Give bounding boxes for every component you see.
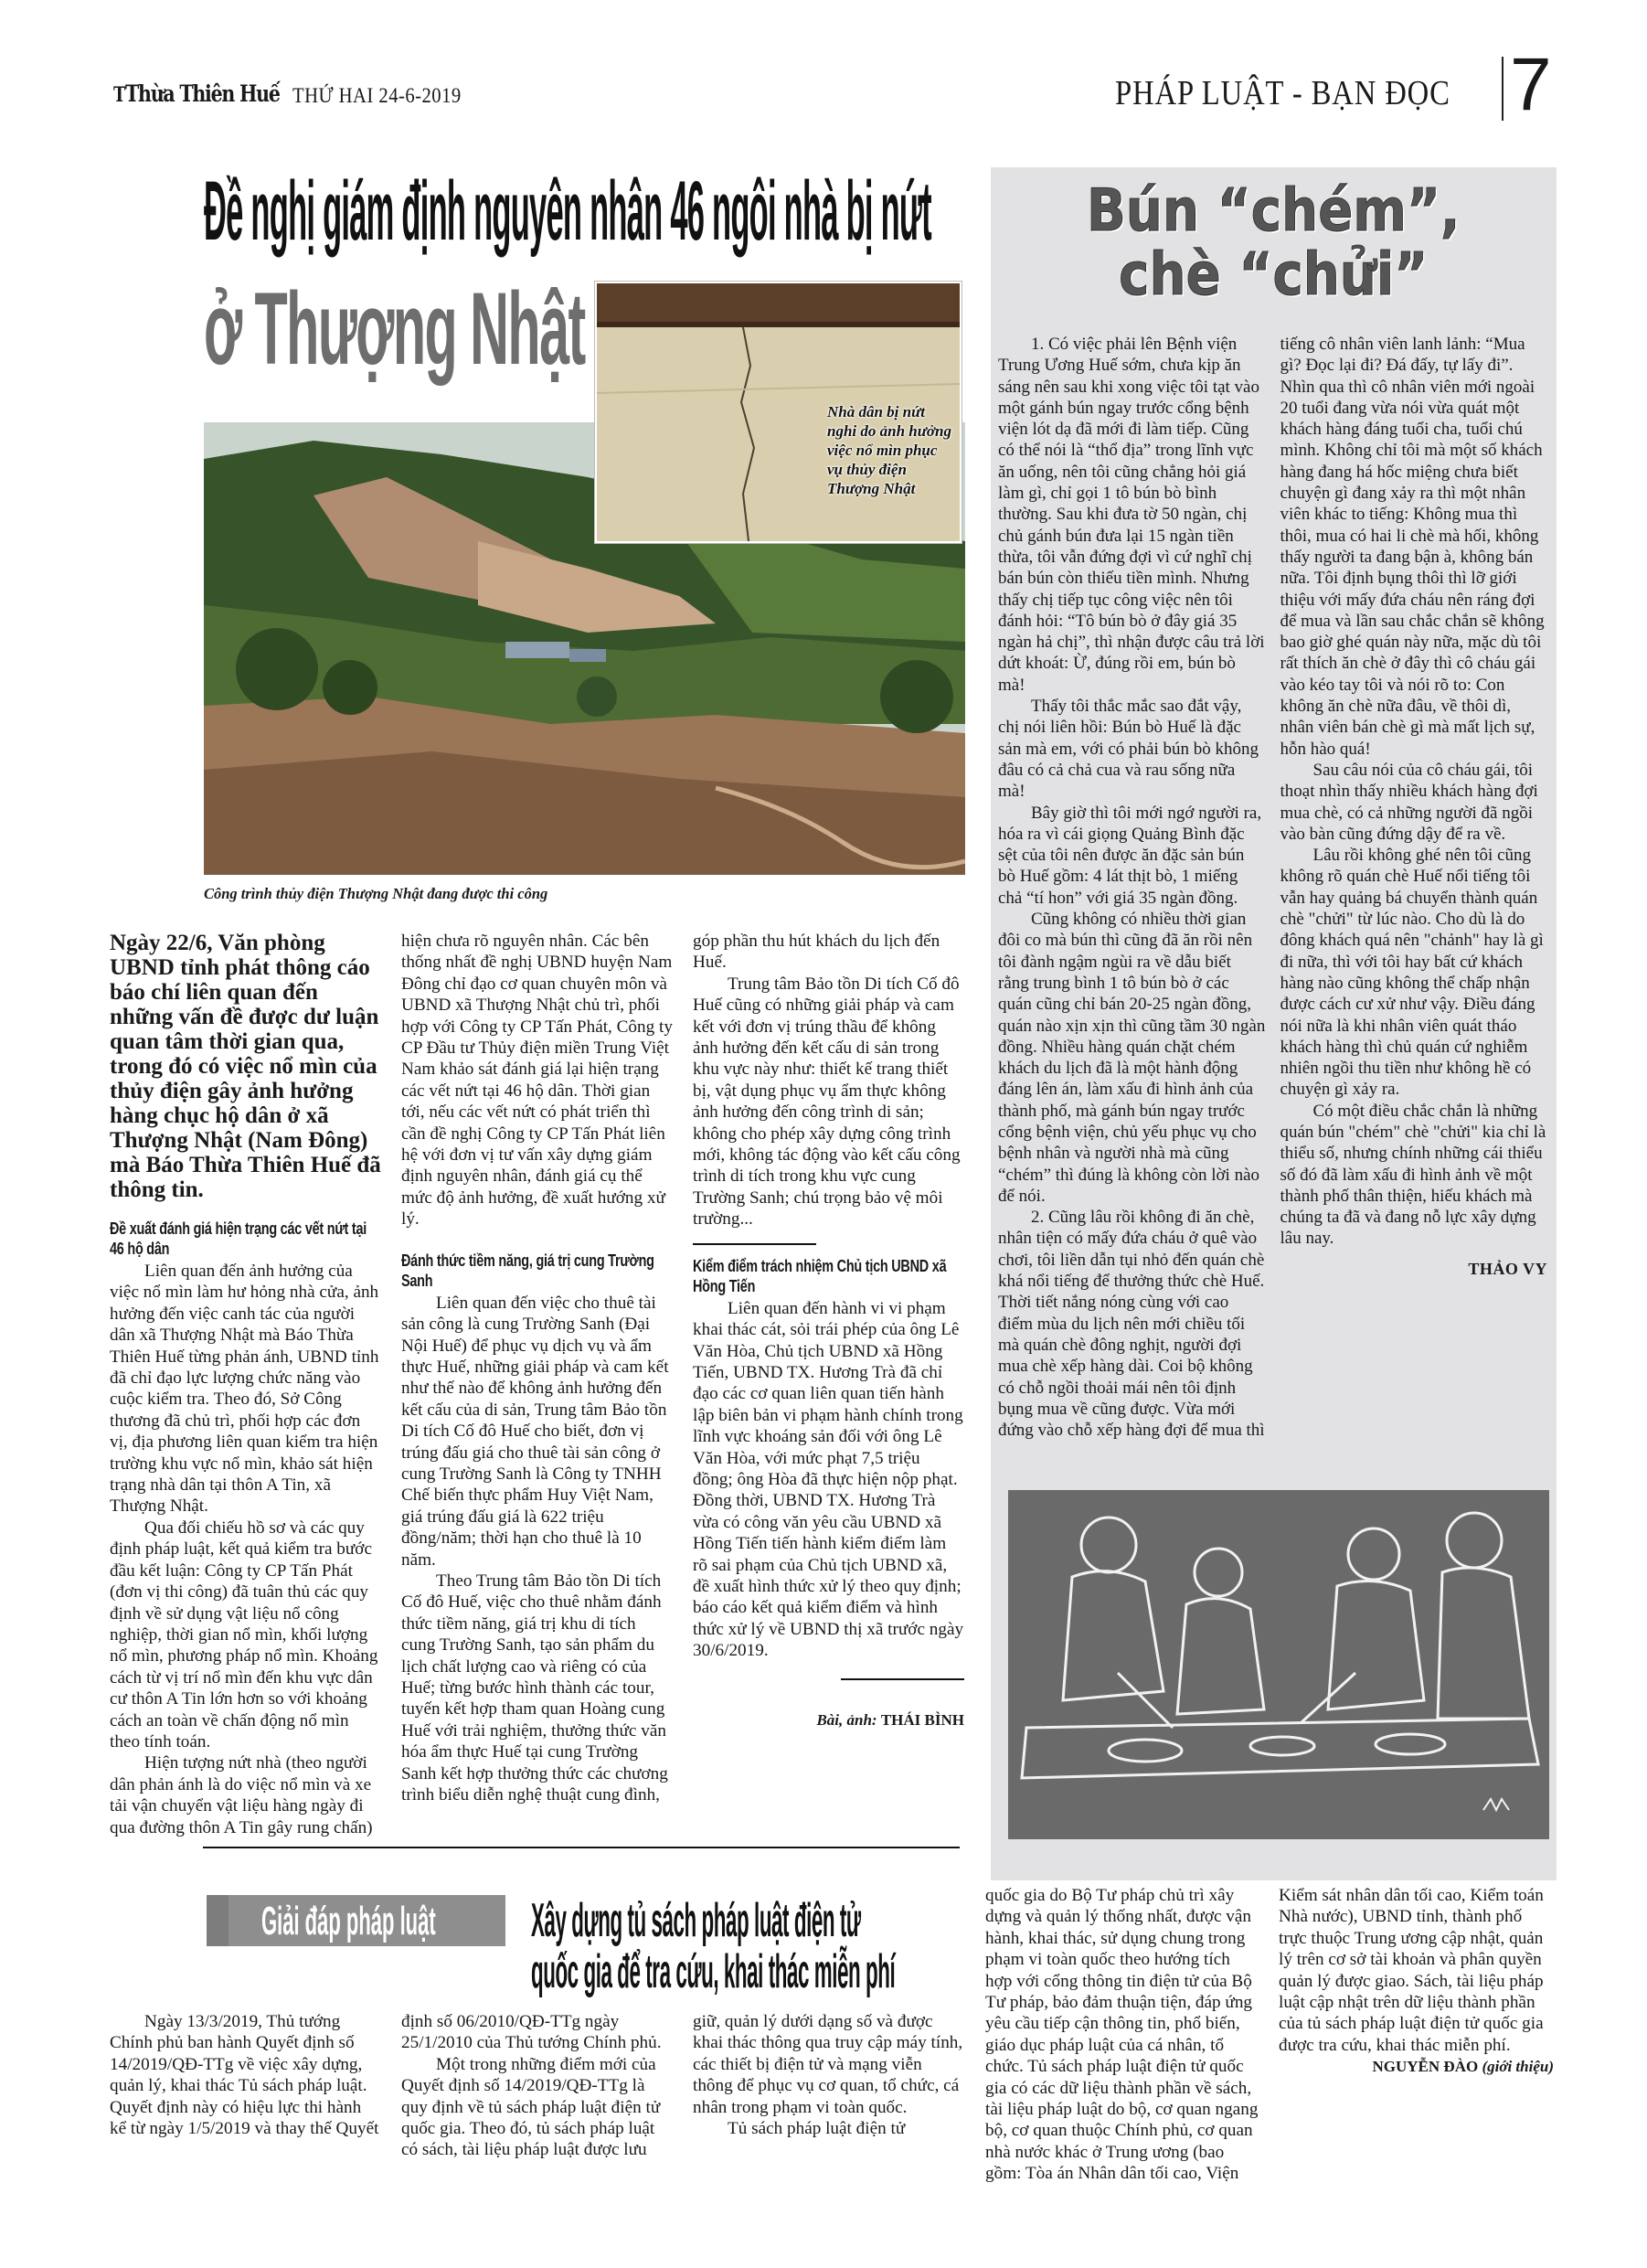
article-lead: Ngày 22/6, Văn phòng UBND tỉnh phát thông cáo báo chí liên quan đến những vấn đề được dư luận quan tâm thời gian qua, trong đó có việc nổ mìn của thủy điện gây ảnh hưởng hàng chục hộ dân ở xã Thượng Nhật (Nam Đông) mà Báo Thừa Thiên Huế đã thông tin. <box>110 931 381 1202</box>
subhead-text: Đề xuất đánh giá hiện trạng các vết nứt tại 46 hộ dân <box>110 1219 367 1258</box>
byline-author: NGUYỄN ĐÀO <box>1372 2058 1479 2076</box>
main-article-body <box>110 931 964 1840</box>
sidebar-byline: THẢO VY <box>1468 1259 1547 1278</box>
sidebar-paragraph: 1. Có việc phải lên Bệnh viện Trung Ương Huế sớm, chưa kịp ăn sáng nên sau khi xong việc tôi tạt vào một gánh bún ngay trước cổng bệnh viện lót dạ đã mới đi làm tiếp. Cũng có thể nói là “thổ địa” trong lĩnh vực ăn uống, nên tôi cũng chẳng hỏi giá làm gì, chỉ gọi 1 tô bún bò bình thường. Sau khi đưa tờ 50 ngàn, chị chủ gánh bún đưa lại 15 ngàn tiền thừa, tôi vẫn đứng đợi vì cứ nghĩ chị bán bún còn thiếu tiền mình. Nhưng thấy chị tiếp tục công việc nên tôi đánh hỏi: “Tô bún bò ở đây giá 35 ngàn hả chị”, thì nhận được câu trả lời dứt khoát: Ừ, đúng rồi em, bún bò mà! <box>998 335 1265 695</box>
header-divider <box>1502 57 1504 121</box>
section-title: PHÁP LUẬT - BẠN ĐỌC <box>1115 74 1450 112</box>
article-subhead <box>110 1219 381 1259</box>
article-paragraph: Tủ sách pháp luật điện tử <box>728 2119 906 2139</box>
bottom-byline <box>1279 2056 1554 2077</box>
article-paragraph: Qua đối chiếu hồ sơ và các quy định pháp luật, kết quả kiểm tra bước đầu kết luận: Công ty CP Tấn Phát (đơn vị thi công) đã tuân thủ các quy định về sử dụng vật liệu nổ công nghiệp, thời gian nổ mìn, khối lượng nổ mìn, phương pháp nổ mìn. Khoảng cách từ vị trí nổ mìn đến khu vực dân cư thôn A Tin lớn hơn so với khoảng cách an toàn về chấn động nổ mìn theo tính toán. <box>110 1517 378 1752</box>
sidebar-paragraph: Thấy tôi thắc mắc sao đắt vậy, chị nói liên hồi: Bún bò Huế là đặc sản mà em, với có phải bún bò không đâu có cả chả cua và rau sống nữa mà! <box>998 697 1259 802</box>
sidebar-paragraph: Sau câu nói của cô cháu gái, tôi thoạt nhìn thấy nhiều khách hàng đợi mua chè, có cả những người đã ngồi vào bàn cũng đứng dậy để ra về. <box>1280 760 1538 844</box>
article-paragraph: Liên quan đến việc cho thuê tài sản công là cung Trường Sanh (Đại Nội Huế) để phục vụ dịch vụ và ẩm thực Huế, những giải pháp và cam kết như thế nào để không ảnh hưởng đến kết cấu của di sản, Trung tâm Bảo tồn Di tích Cố đô Huế cho biết, đơn vị trúng đấu giá cho thuê tài sản công ở cung Trường Sanh là Công ty TNHH Chế biến thực phẩm Huy Việt Nam, giá trúng đấu giá là 622 triệu đồng/năm; thời hạn cho thuê là 10 năm. <box>401 1293 669 1570</box>
article-divider <box>203 1847 960 1848</box>
main-headline-line-1: Đề nghị giám định nguyên nhân 46 ngôi nhà bị nứt <box>204 165 931 258</box>
sidebar-paragraph: Cũng không có nhiều thời gian đôi co mà bún thì cũng đã ăn rồi nên tôi đành ngậm ngùi ra về dẫu biết rằng trung bình 1 tô bún bò ở các quán cũng chỉ bán 20-25 ngàn đồng, quán nào xịn xịn thì cũng tầm 30 ngàn đồng. Nhiều hàng quán chặt chém khách du lịch đã là một hành động đáng lên án, làm xấu đi hình ảnh của thành phố, mà gánh bún ngay trước cổng bệnh viện, chủ yếu phục vụ cho bệnh nhân và người nhà mà cũng “chém” thì đúng là không còn lời nào để nói. <box>998 910 1266 1206</box>
bottom-headline-line: Xây dựng tủ sách pháp luật điện tử <box>531 1894 861 1947</box>
bottom-headline-line: quốc gia để tra cứu, khai thác miễn phí <box>531 1945 896 1998</box>
subhead-text: Kiểm điểm trách nhiệm Chủ tịch UBND xã Hồng Tiến <box>693 1255 947 1295</box>
newspaper-logo <box>113 80 280 107</box>
rubric-label: Giải đáp pháp luật <box>261 1899 436 1943</box>
byline-rule <box>841 1678 964 1680</box>
sidebar-paragraph: Có một điều chắc chắn là những quán bún "chém" chè "chửi" kia chỉ là thiểu số, nhưng chính những cái thiểu số đó đã làm xấu đi hình ảnh về một thành phố thân thiện, hiếu khách mà chúng ta đã và đang nỗ lực xây dựng lâu nay. <box>1280 1101 1546 1249</box>
food-stall-illustration <box>1008 1490 1549 1839</box>
article-paragraph: Liên quan đến hành vi vi phạm khai thác cát, sỏi trái phép của ông Lê Văn Hòa, Chủ tịch UBND xã Hồng Tiến, UBND TX. Hương Trà đã chỉ đạo các cơ quan liên quan tiến hành lập biên bản vi phạm hành chính trong lĩnh vực khoáng sản đối với ông Lê Văn Hòa, với mức phạt 7,5 triệu đồng; ông Hòa đã thực hiện nộp phạt. Đồng thời, UBND TX. Hương Trà vừa có công văn yêu cầu UBND xã Hồng Tiến tiến hành kiểm điểm làm rõ sai phạm của Chủ tịch UBND xã, đề xuất hình thức xử lý theo quy định; báo cáo kết quả kiểm điểm và hình thức xử lý về UBND thị xã trước ngày 30/6/2019. <box>693 1298 964 1661</box>
page-number: 7 <box>1510 43 1552 126</box>
article-byline <box>693 1669 964 1731</box>
article-paragraph: Liên quan đến ảnh hưởng của việc nổ mìn làm hư hỏng nhà cửa, ảnh hưởng đến việc canh tác của người dân xã Thượng Nhật mà Báo Thừa Thiên Huế từng phản ánh, UBND tỉnh đã chỉ đạo lực lượng chức năng vào cuộc kiểm tra. Theo đó, Sở Công thương đã chủ trì, phối hợp các đơn vị, địa phương liên quan kiểm tra hiện trường khu vực nổ mìn, khảo sát hiện trạng nhà dân tại thôn A Tin, xã Thượng Nhật. <box>110 1262 379 1517</box>
article-paragraph: quốc gia do Bộ Tư pháp chủ trì xây dựng và quản lý thống nhất, được vận hành, khai thác, sử dụng chung trong phạm vi toàn quốc theo hướng tích hợp với cổng thông tin điện tử của Bộ Tư pháp, bảo đảm thuận tiện, đáp ứng yêu cầu tiếp cận thông tin, phổ biến, giáo dục pháp luật của cá nhân, tổ chức. Tủ sách pháp luật điện tử quốc gia có các dữ liệu thành phần về sách, tài liệu pháp luật do bộ, cơ quan ngang bộ, cơ quan thuộc Chính phủ, cơ quan nhà nước khác ở Trung ương (bao gồm: Tòa án Nhân dân tối cao, Viện Kiểm sát nhân dân tối cao, Kiểm toán Nhà nước), UBND tỉnh, thành phố trực thuộc Trung ương cập nhật, quản lý trên cơ sở tài khoản và phân quyền quản lý được giao. Sách, tài liệu pháp luật cập nhật trên dữ liệu thành phần của tủ sách pháp luật điện tử quốc gia được tra cứu, khai thác miễn phí. <box>985 1886 1544 2184</box>
sidebar-paragraph: Bây giờ thì tôi mới ngớ người ra, hóa ra vì cái giọng Quảng Bình đặc sệt của tôi nên được ăn đặc sản bún bò Huế gồm: 4 lát thịt bò, 1 miếng chả “tí hon” với giá 35 ngàn đồng. <box>998 803 1262 908</box>
byline-note: (giới thiệu) <box>1482 2058 1554 2076</box>
sidebar-title-line: Bún “chém”, <box>1087 177 1461 245</box>
bottom-article-body <box>110 2011 964 2180</box>
sidebar-paragraph: 2. Cũng lâu rồi không đi ăn chè, nhân tiện có mấy đứa cháu ở quê vào chơi, tôi liền dẫn tụi nhỏ đến quán chè khá nổi tiếng để thưởng thức chè Huế. Thời tiết nắng nóng cùng với cao điểm mùa du lịch nên mới chiều tối mà quán chè đông nghịt, người đợi mua chè xếp hàng dài. Coi bộ không có chỗ ngồi thoải mái nên tôi định bụng mua về cũng được. Vừa mới đứng vào chỗ xếp hàng đợi để mua thì tiếng cô nhân viên lanh lảnh: “Mua gì? Đọc lại đi? Đá đấy, tự lấy đi”. Nhìn qua thì cô nhân viên mới ngoài 20 tuổi đang vừa nói vừa quát một khách hàng đáng tuổi cha, tuổi chú mình. Không chỉ tôi mà một số khách hàng đang há hốc miệng chưa biết chuyện gì đang xảy ra thì một nhân viên khác to tiếng: Không mua thì thôi, mua có hai li chè mà hối, không thấy người ta đang bận à, không bán nữa. Tôi định bụng thôi thì lỡ giới thiệu với mấy đứa cháu nên ráng đợi để mua và lần sau chắc chắn sẽ không bao giờ ghé quán này nữa, mặc dù tôi rất thích ăn chè ở đây thì cô cháu gái vào kéo tay tôi và nói rõ to: Con không ăn chè nữa đâu, về thôi dì, nhân viên bán chè gì mà mất lịch sự, hỗn hào quá! <box>998 335 1545 1441</box>
issue-date: THỨ HAI 24-6-2019 <box>292 84 462 107</box>
subhead-text: Đánh thức tiềm năng, giá trị cung Trường Sanh <box>401 1250 654 1290</box>
byline-author: THÁI BÌNH <box>880 1711 964 1729</box>
bottom-article-continued <box>985 1885 1554 2187</box>
logo-text: Thừa Thiên Huế <box>125 80 280 107</box>
sidebar-title-line: chè “chửi” <box>1119 241 1429 309</box>
main-headline-line-2: ở Thượng Nhật <box>204 272 585 386</box>
sidebar-body <box>998 334 1547 1444</box>
article-paragraph: Ngày 13/3/2019, Thủ tướng Chính phủ ban hành Quyết định số 14/2019/QĐ-TTg về việc xây dựng, quản lý, khai thác Tủ sách pháp luật. Quyết định này có hiệu lực thi hành kể từ ngày 1/5/2019 và thay thế Quyết định số 06/2010/QĐ-TTg ngày 25/1/2010 của Thủ tướng Chính phủ. <box>110 2012 662 2139</box>
photo-caption: Công trình thủy điện Thượng Nhật đang được thi công <box>204 885 548 902</box>
inset-photo-caption: Nhà dân bị nứt nghi do ảnh hưởng việc nổ mìn phục vụ thủy điện Thượng Nhật <box>827 403 952 497</box>
rubric-strip <box>207 1895 228 1946</box>
sidebar-paragraph: Lâu rồi không ghé nên tôi cũng không rõ quán chè Huế nổi tiếng tôi vẫn hay quảng bá chuyển thành quán chè "chửi" từ lúc nào. Cho dù là do đông khách quá nên "chảnh" hay là gì đi nữa, thì với tôi hay bất cứ khách hàng nào cũng không thể chấp nhận được cách cư xử như vậy. Điều đáng nói nữa là khi nhân viên quát tháo khách hàng thì chủ quán cứ nghiễm nhiên ngồi thu tiền như không hề có chuyện gì xảy ra. <box>1280 846 1544 1100</box>
article-subhead <box>693 1256 964 1296</box>
article-paragraph: Hiện tượng nứt nhà (theo người dân phản ánh là do việc nổ mìn và xe tải vận chuyển vật liệu hàng ngày đi qua đường thôn A Tin gây rung chấn) hiện chưa rõ nguyên nhân. Các bên thống nhất đề nghị UBND huyện Nam Đông chỉ đạo cơ quan chuyên môn và UBND xã Thượng Nhật chủ trì, phối hợp với Công ty CP Tấn Phát, Công ty CP Đầu tư Thủy điện miền Trung Việt Nam khảo sát đánh giá lại hiện trạng các vết nứt tại 46 hộ dân. Thời gian tới, nếu các vết nứt có phát triển thì cần đề nghị Công ty CP Tấn Phát liên hệ với đơn vị tư vấn xây dựng giám định nguyên nhân, đánh giá cụ thể mức độ ảnh hưởng, đề xuất hướng xử lý. <box>110 932 673 1837</box>
article-subhead <box>401 1251 673 1291</box>
legal-qa-rubric <box>207 1895 505 1946</box>
article-paragraph: Một trong những điểm mới của Quyết định số 14/2019/QĐ-TTg là quy định về tủ sách pháp luật điện tử quốc gia. Theo đó, tủ sách pháp luật có sách, tài liệu pháp luật được lưu giữ, quản lý dưới dạng số và được khai thác thông qua truy cập máy tính, các thiết bị điện tử và mạng viễn thông để phục vụ cơ quan, tổ chức, cá nhân trong phạm vi toàn quốc. <box>401 2012 963 2160</box>
article-paragraph: Trung tâm Bảo tồn Di tích Cố đô Huế cũng có những giải pháp và cam kết với đơn vị trúng thầu để không ảnh hưởng đến kết cấu di sản trong khu vực này như: thiết kế trang thiết bị, vật dụng phục vụ ẩm thực không ảnh hưởng đến công trình di sản; không cho phép xây dựng công trình mới, không tác động vào kết cấu công trình di tích trong khu vực cung Trường Sanh; chú trọng bảo vệ môi trường... <box>693 974 961 1230</box>
sidebar-title <box>991 179 1557 307</box>
article-paragraph: Theo Trung tâm Bảo tồn Di tích Cố đô Huế, việc cho thuê nhằm đánh thức tiềm năng, giá trị khu di tích cung Trường Sanh, tạo sản phẩm du lịch chất lượng cao và riêng có của Huế; từng bước hình thành các tour, tuyến kết hợp tham quan Hoàng cung Huế với trải nghiệm, thưởng thức văn hóa ẩm thực Huế tại cung Trường Sanh kết hợp thưởng thức các chương trình biểu diễn nghệ thuật cung đình, góp phần thu hút khách du lịch đến Huế. <box>401 932 940 1805</box>
logo-mark-icon: T <box>113 83 125 107</box>
byline-label: Bài, ảnh: <box>816 1711 877 1729</box>
section-rule <box>693 1243 816 1245</box>
